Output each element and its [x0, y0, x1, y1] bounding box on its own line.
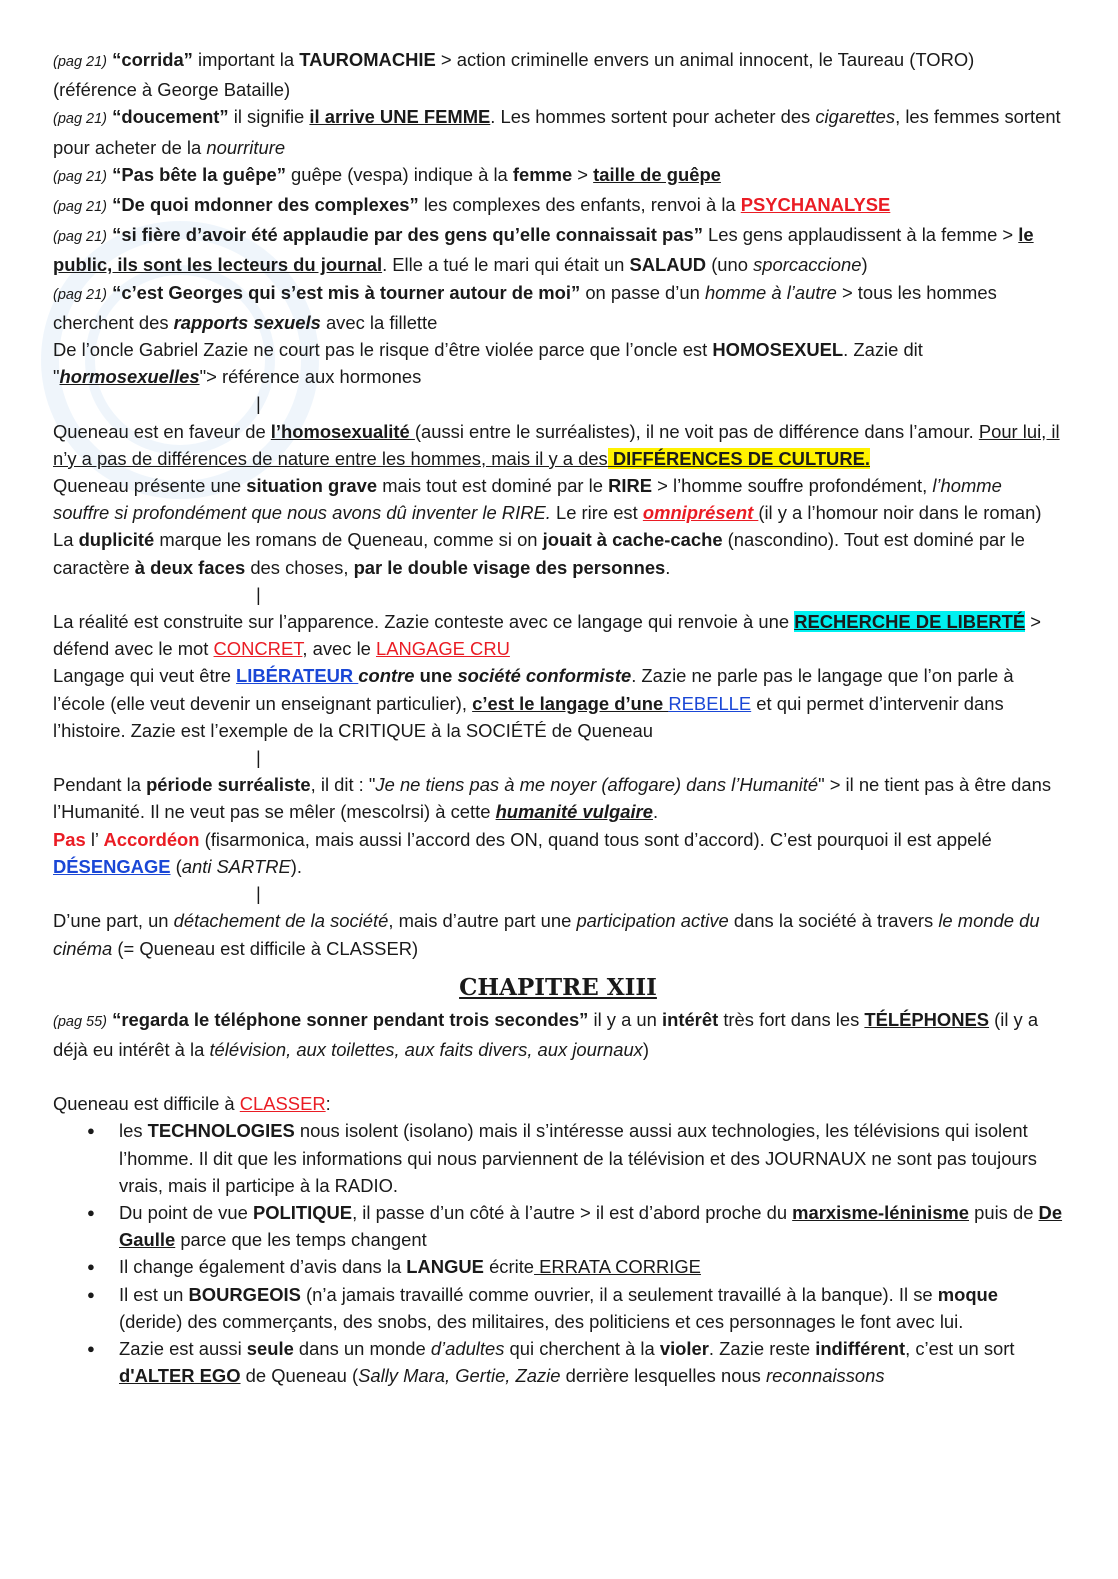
paragraph — [53, 418, 1063, 472]
emphasis: nourriture — [206, 136, 286, 158]
text: > l’homme souffre profondément, — [652, 475, 933, 497]
text: Zazie est aussi — [119, 1337, 247, 1359]
keyword: contre — [358, 665, 415, 687]
text: (nascondino). Tout est dominé par le caractère — [53, 529, 1025, 578]
keyword: seule — [246, 1337, 294, 1359]
highlight: RECHERCHE DE LIBERTÉ — [794, 611, 1026, 633]
chapter-heading: CHAPITRE XIII — [459, 973, 657, 1001]
keyword: situation grave — [246, 475, 378, 497]
paragraph — [53, 1090, 1063, 1117]
page-ref: (pag 21) — [53, 229, 108, 246]
list-item — [119, 1199, 1063, 1253]
quote: “si fière d’avoir été applaudie par des gens qu’elle connaissait pas” — [112, 224, 703, 246]
quote: “regarda le téléphone sonner pendant trois secondes” — [112, 1008, 589, 1030]
text: derrière lesquelles nous — [560, 1365, 766, 1387]
text: . — [665, 556, 671, 578]
text: l’ — [85, 828, 104, 850]
keyword: SALAUD — [629, 254, 707, 276]
text: Il change également d’avis dans la — [119, 1256, 407, 1278]
text: très fort dans les — [718, 1008, 865, 1030]
divider-pipe: | — [256, 393, 261, 415]
quote: “corrida” — [112, 49, 193, 70]
text: Il est un — [119, 1283, 189, 1305]
text: (= Queneau est difficile à CLASSER) — [112, 937, 419, 959]
list-item — [119, 1335, 1063, 1389]
text: des choses, — [245, 556, 354, 578]
text: guêpe (vespa) indique à la — [285, 163, 513, 185]
keyword: société conformiste — [457, 665, 632, 687]
keyword: taille de guêpe — [593, 163, 721, 185]
emphasis: télévision, aux toilettes, aux faits divers, aux journaux — [209, 1038, 643, 1060]
keyword: De Gaulle — [119, 1201, 1063, 1251]
keyword: le public, ils sont les lecteurs du journal — [53, 224, 1034, 276]
text: on passe d’un — [580, 281, 705, 303]
text: nous isolent (isolano) mais il s’intéresse aussi aux technologies, les télévisions qui isolent l’homme. Il dit que les informations qui nous parviennent de la télévision et des JOURNAUX ne sont pas toujours vrais, mais il participe à la RADIO. — [119, 1120, 1037, 1196]
text: Les gens applaudissent à la femme > — [702, 224, 1019, 246]
text: , c’est un sort — [905, 1337, 1015, 1359]
keyword: marxisme-léninisme — [792, 1201, 970, 1223]
text: ) — [861, 254, 868, 276]
text: mais tout est dominé par le — [377, 475, 609, 497]
emphasis: détachement de la société — [173, 910, 389, 932]
paragraph — [53, 608, 1063, 662]
keyword: femme — [512, 163, 573, 185]
emphasis: anti SARTRE — [181, 855, 291, 877]
paragraph — [53, 221, 1063, 278]
emphasis: l’homme souffre si profondément que nous avons dû inventer le RIRE. — [53, 475, 1002, 524]
text: et qui permet d’intervenir dans l’histoire. Zazie est l’exemple de la CRITIQUE à la SOCIÉTÉ de Queneau — [53, 692, 1004, 741]
keyword: hormosexuelles — [59, 366, 200, 388]
page-ref: (pag 21) — [53, 199, 108, 216]
keyword: omniprésent — [642, 502, 759, 524]
emphasis: cigarettes — [815, 106, 896, 128]
text: (il y a déjà eu intérêt à la — [53, 1008, 1039, 1060]
text: Queneau est difficile à — [53, 1093, 240, 1115]
text: : — [325, 1093, 331, 1115]
text: marque les romans de Queneau, comme si on — [154, 529, 543, 551]
keyword: CONCRET — [213, 638, 303, 660]
keyword: jouait à cache-cache — [542, 529, 723, 551]
page-ref: (pag 21) — [53, 168, 108, 185]
emphasis: le monde du cinéma — [53, 910, 1040, 959]
text: il signifie — [228, 106, 310, 128]
keyword: duplicité — [78, 529, 155, 551]
text: qui cherchent à la — [504, 1337, 660, 1359]
page-ref: (pag 55) — [53, 1013, 108, 1030]
keyword: intérêt — [661, 1008, 719, 1030]
text: Langage qui veut être — [53, 665, 237, 687]
text: (aussi entre le surréalistes), il ne voit pas de différence dans l’amour. — [414, 420, 979, 442]
text: > action criminelle envers un animal innocent, le Taureau (TORO) (référence à George Bataille) — [53, 49, 975, 101]
paragraph — [53, 46, 1063, 103]
text: dans un monde — [293, 1337, 431, 1359]
text: , avec le — [302, 638, 377, 660]
text: (deride) des commerçants, des snobs, des militaires, des politiciens et ces personnages le font avec lui. — [119, 1310, 964, 1332]
quote: “c’est Georges qui s’est mis à tourner autour de moi” — [112, 281, 581, 303]
text: La réalité est construite sur l’apparence. Zazie conteste avec ce langage qui renvoie à une — [53, 611, 795, 633]
text: "> référence aux hormones — [199, 366, 422, 388]
paragraph — [53, 472, 1063, 526]
text: (uno — [706, 254, 754, 276]
keyword: période surréaliste — [146, 774, 311, 796]
spacer — [53, 1063, 1063, 1090]
keyword: par le double visage des personnes — [353, 556, 666, 578]
paragraph — [53, 526, 1063, 580]
text: D’une part, un — [53, 910, 174, 932]
emphasis: Sally Mara, Gertie, Zazie — [358, 1365, 561, 1387]
text: . Zazie dit " — [53, 339, 923, 388]
paragraph — [53, 907, 1063, 961]
list-item — [119, 1281, 1063, 1335]
paragraph — [53, 771, 1063, 825]
keyword: POLITIQUE — [252, 1201, 353, 1223]
text: il y a un — [588, 1008, 662, 1030]
text: parce que les temps changent — [175, 1229, 427, 1251]
underlined-text: ERRATA CORRIGE — [534, 1256, 701, 1278]
keyword: à deux faces — [134, 556, 246, 578]
underlined-text: Pour lui, il n’y a pas de différences de nature entre les hommes, mais il y a des — [53, 420, 1060, 469]
text: Pendant la — [53, 774, 147, 796]
text: de Queneau ( — [240, 1365, 359, 1387]
quote: “Pas bête la guêpe” — [112, 163, 286, 185]
text: (n’a jamais travaillé comme ouvrier, il a seulement travaillé à la banque). Il se — [300, 1283, 938, 1305]
text: . Elle a tué le mari qui était un — [382, 254, 630, 276]
keyword: Pas — [53, 828, 86, 850]
emphasis: Je ne tiens pas à me noyer (affogare) dans l’Humanité — [375, 774, 819, 796]
text: ) — [642, 1038, 649, 1060]
emphasis: reconnaissons — [765, 1365, 885, 1387]
divider-pipe: | — [256, 883, 261, 905]
text: important la — [192, 49, 300, 70]
emphasis: participation active — [576, 910, 729, 932]
quote: “De quoi mdonner des complexes” — [112, 194, 419, 216]
text: , il passe d’un côté à l’autre > il est d’abord proche du — [352, 1201, 793, 1223]
text: , il dit : " — [310, 774, 376, 796]
text: les — [119, 1120, 148, 1142]
text: dans la société à travers — [728, 910, 939, 932]
keyword: LIBÉRATEUR — [236, 665, 359, 687]
keyword: REBELLE — [668, 692, 752, 714]
text: puis de — [969, 1201, 1039, 1223]
page-ref: (pag 21) — [53, 111, 108, 128]
paragraph — [53, 161, 1063, 191]
keyword: TECHNOLOGIES — [147, 1120, 295, 1142]
keyword: d'ALTER EGO — [119, 1365, 241, 1387]
text: La — [53, 529, 79, 551]
keyword: HOMOSEXUEL — [712, 339, 844, 361]
emphasis: homme à l’autre — [704, 281, 837, 303]
paragraph — [53, 279, 1063, 336]
keyword: il arrive UNE FEMME — [309, 106, 491, 128]
text: " > il ne tient pas à être dans l’Humanité. Il ne veut pas se mêler (mescolrsi) à cette — [53, 774, 1052, 823]
page-ref: (pag 21) — [53, 54, 108, 70]
bullet-list — [53, 1117, 1063, 1389]
emphasis: sporcaccione — [753, 254, 862, 276]
text: . Zazie reste — [708, 1337, 816, 1359]
paragraph — [53, 191, 1063, 221]
keyword: CLASSER — [239, 1093, 326, 1115]
text: , les femmes sortent pour acheter de la — [53, 106, 1061, 158]
list-item — [119, 1253, 1063, 1280]
highlight: DIFFÉRENCES DE CULTURE. — [607, 447, 870, 469]
keyword: c’est le langage d’une — [472, 692, 669, 714]
text: (il y a l’homour noir dans le roman) — [758, 502, 1042, 524]
keyword: rapports sexuels — [173, 311, 321, 333]
keyword: PSYCHANALYSE — [740, 194, 891, 216]
keyword: moque — [937, 1283, 999, 1305]
text: les complexes des enfants, renvoi à la — [418, 194, 741, 216]
text: . Les hommes sortent pour acheter des — [490, 106, 816, 128]
keyword: LANGAGE CRU — [376, 638, 510, 660]
text: avec la fillette — [320, 311, 438, 333]
text: , mais d’autre part une — [388, 910, 577, 932]
keyword: BOURGEOIS — [188, 1283, 301, 1305]
text: De l’oncle Gabriel Zazie ne court pas le risque d’être violée parce que l’oncle est — [53, 339, 713, 361]
keyword: RIRE — [608, 475, 653, 497]
text: Du point de vue — [119, 1201, 253, 1223]
paragraph — [53, 103, 1063, 160]
keyword: violer — [659, 1337, 709, 1359]
keyword: TÉLÉPHONES — [864, 1008, 990, 1030]
text: écrite — [483, 1256, 535, 1278]
divider-pipe: | — [256, 583, 261, 605]
keyword: indifférent — [815, 1337, 906, 1359]
text: (fisarmonica, mais aussi l’accord des ON, quand tous sont d’accord). C’est pourquoi il est appelé — [199, 828, 992, 850]
keyword: une — [414, 665, 458, 687]
text: > défend avec le mot — [53, 611, 1041, 660]
paragraph — [53, 826, 1063, 880]
text: > — [572, 163, 594, 185]
text: Queneau présente une — [53, 475, 247, 497]
text: ). — [290, 855, 303, 877]
quote: “doucement” — [112, 106, 229, 128]
keyword: Accordéon — [103, 828, 200, 850]
paragraph — [53, 1006, 1063, 1063]
keyword: LANGUE — [406, 1256, 484, 1278]
keyword: l’homosexualité — [270, 420, 415, 442]
paragraph — [53, 336, 1063, 390]
keyword: DÉSENGAGE — [53, 855, 171, 877]
emphasis: d’adultes — [430, 1337, 505, 1359]
keyword: TAUROMACHIE — [299, 49, 436, 70]
text: ( — [170, 855, 182, 877]
text: > tous les hommes cherchent des — [53, 281, 997, 333]
keyword: humanité vulgaire — [495, 801, 653, 823]
divider-pipe: | — [256, 747, 261, 769]
paragraph — [53, 662, 1063, 744]
list-item — [119, 1117, 1063, 1199]
text: Le rire est — [550, 502, 643, 524]
page-ref: (pag 21) — [53, 286, 108, 303]
text: Queneau est en faveur de — [53, 420, 271, 442]
text: . Zazie ne parle pas le langage que l’on parle à l’école (elle veut devenir un enseignant particulier), — [53, 665, 1014, 714]
text: . — [652, 801, 659, 823]
document-page — [53, 46, 1063, 1389]
